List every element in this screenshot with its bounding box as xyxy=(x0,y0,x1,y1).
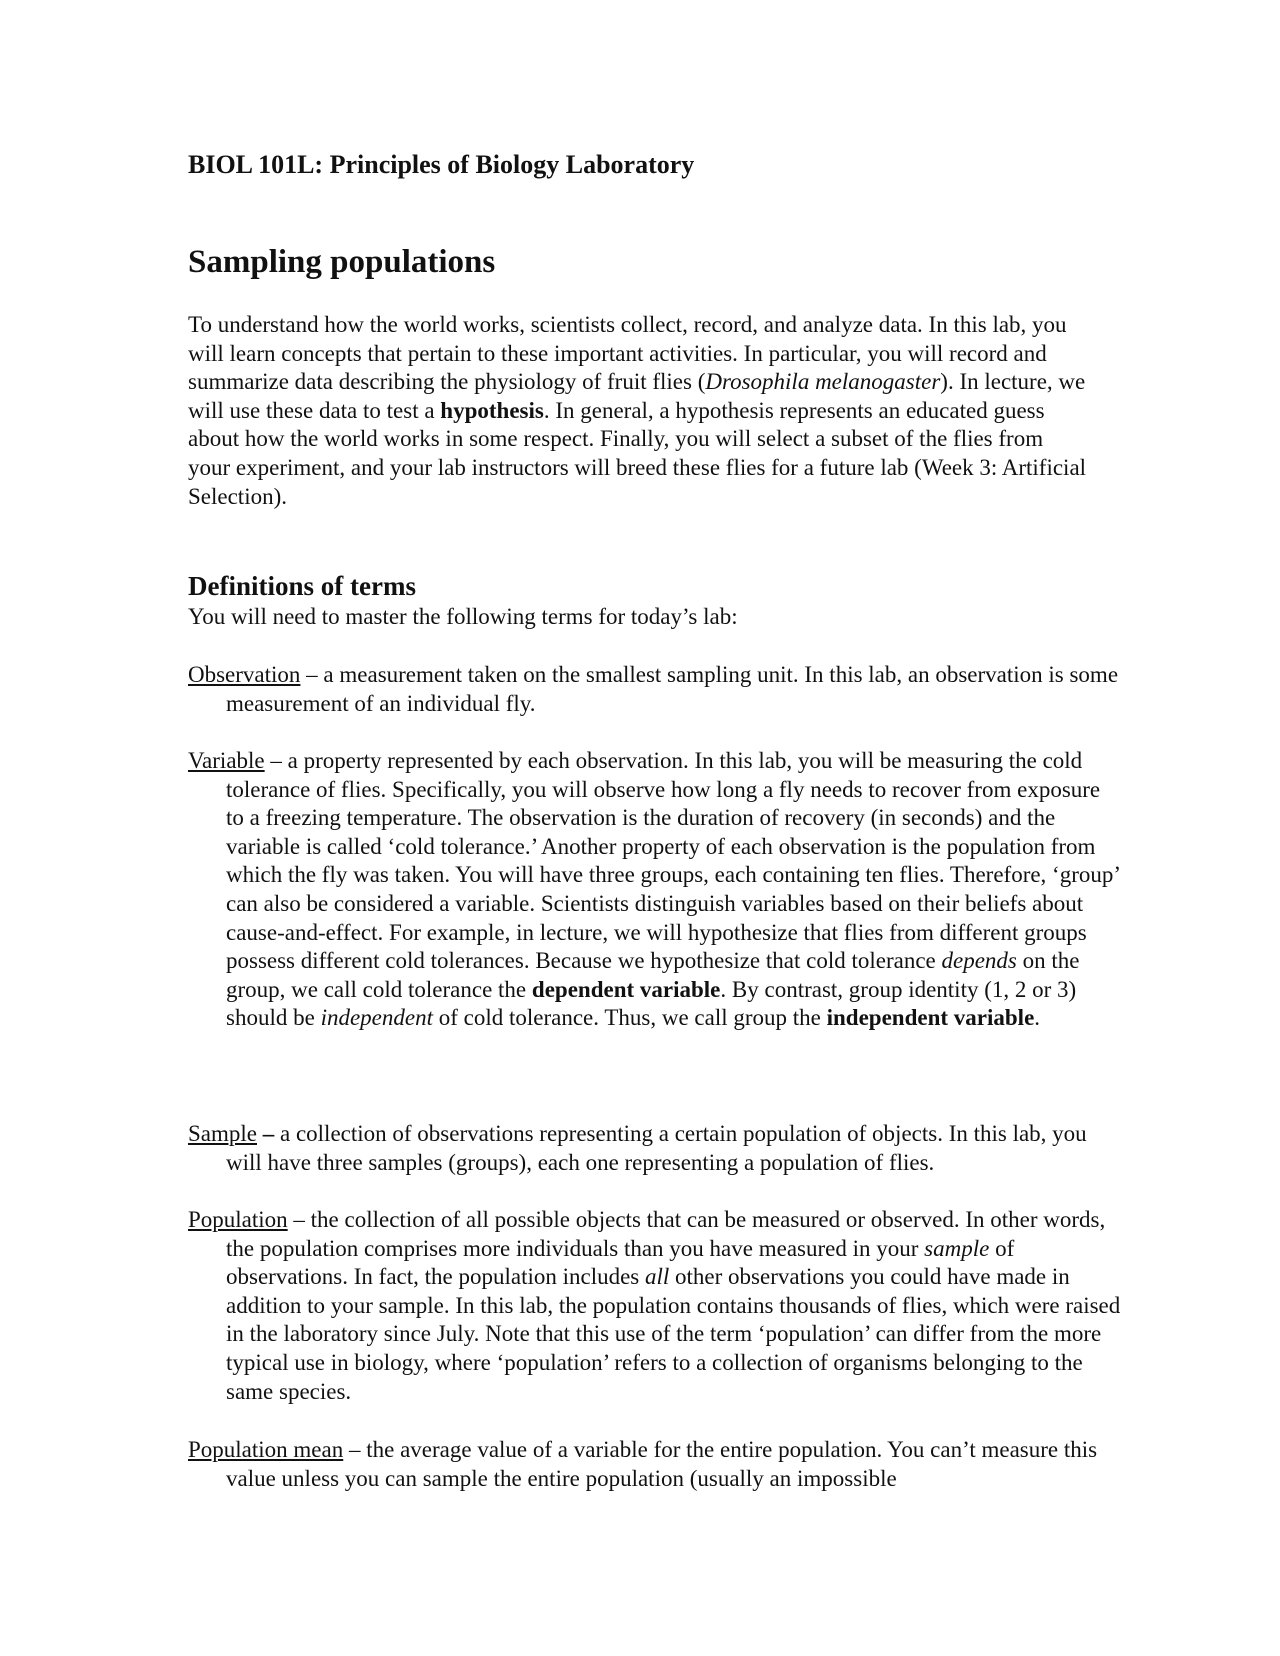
definitions-heading: Definitions of terms xyxy=(188,571,416,601)
definition-population-mean xyxy=(188,1436,1121,1493)
variable-independent: independent xyxy=(320,1005,433,1031)
population-all: all xyxy=(645,1264,670,1290)
independent-variable-term: independent variable xyxy=(826,1005,1035,1031)
variable-text-3: . By contrast, group identity (1, 2 or 3) should be xyxy=(226,976,1077,1031)
term-variable: Variable xyxy=(188,748,265,773)
population-text-2: of observations. In fact, the population includes xyxy=(226,1235,1015,1290)
term-population-mean: Population mean xyxy=(188,1437,344,1462)
sample-text: a collection of observations representing a certain population of objects. In this lab, you will have three samples (groups), each one representing a population of flies. xyxy=(226,1121,1087,1175)
population-sample: sample xyxy=(924,1235,990,1261)
intro-text-3: . In general, a hypothesis represents an educated guess about how the world works in some respect. Finally, you will select a subset of the flies from your experiment, and your lab instructors will breed these flies for a future lab (Week 3: Artificial Selection). xyxy=(188,397,1087,509)
variable-text-4: of cold tolerance. Thus, we call group the xyxy=(432,1005,827,1031)
course-title: BIOL 101L: Principles of Biology Laboratory xyxy=(188,150,695,179)
term-observation: Observation xyxy=(188,662,301,687)
document-title: Sampling populations xyxy=(188,244,496,280)
intro-text-1: To understand how the world works, scientists collect, record, and analyze data. In this lab, you will learn concepts that pertain to these important activities. In particular, you will record and summarize data describing the physiology of fruit flies ( xyxy=(188,312,1067,395)
definition-observation xyxy=(188,661,1121,718)
intro-paragraph xyxy=(188,311,1088,511)
sample-dash: – xyxy=(262,1121,275,1146)
population-mean-text: – the average value of a variable for the entire population. You can’t measure this value unless you can sample the entire population (usually an impossible xyxy=(226,1437,1098,1491)
population-text-3: other observations you could have made in addition to your sample. In this lab, the population contains thousands of flies, which were raised in the laboratory since July. Note that this use of the term ‘population’ can differ from the more typical use in biology, where ‘population’ refers to a collection of organisms belonging to the same species. xyxy=(226,1264,1121,1404)
observation-text: – a measurement taken on the smallest sampling unit. In this lab, an observation is some measurement of an individual fly. xyxy=(226,662,1119,716)
definition-variable xyxy=(188,747,1121,1033)
definitions-lead: You will need to master the following terms for today’s lab: xyxy=(188,604,738,629)
variable-text-5: . xyxy=(1034,1005,1041,1031)
variable-depends: depends xyxy=(941,948,1017,974)
species-name: Drosophila melanogaster xyxy=(705,369,941,395)
dependent-variable-term: dependent variable xyxy=(531,976,721,1002)
term-population: Population xyxy=(188,1207,288,1232)
definition-population xyxy=(188,1206,1121,1406)
definition-sample xyxy=(188,1120,1121,1177)
variable-text-1: – a property represented by each observation. In this lab, you will be measuring the cold tolerance of flies. Specifically, you will observe how long a fly needs to recover from exposure to a freezing temperature. The observation is the duration of recovery (in seconds) and the variable is called ‘cold tolerance.’ Another property of each observation is the population from which the fly was taken. You will have three groups, each containing ten flies. Therefore, ‘group’ can also be considered a variable. Scientists distinguish variables based on their beliefs about cause-and-effect. For example, in lecture, we will hypothesize that flies from different groups possess different cold tolerances. Because we hypothesize that cold tolerance xyxy=(226,748,1120,974)
variable-text-2: on the group, we call cold tolerance the xyxy=(226,948,1080,1002)
intro-text-2: ). In lecture, we will use these data to test a xyxy=(188,369,1086,423)
hypothesis-term: hypothesis xyxy=(440,397,544,423)
term-sample: Sample xyxy=(188,1121,257,1146)
population-text-1: – the collection of all possible objects that can be measured or observed. In other words, the population comprises more individuals than you have measured in your xyxy=(226,1207,1106,1261)
